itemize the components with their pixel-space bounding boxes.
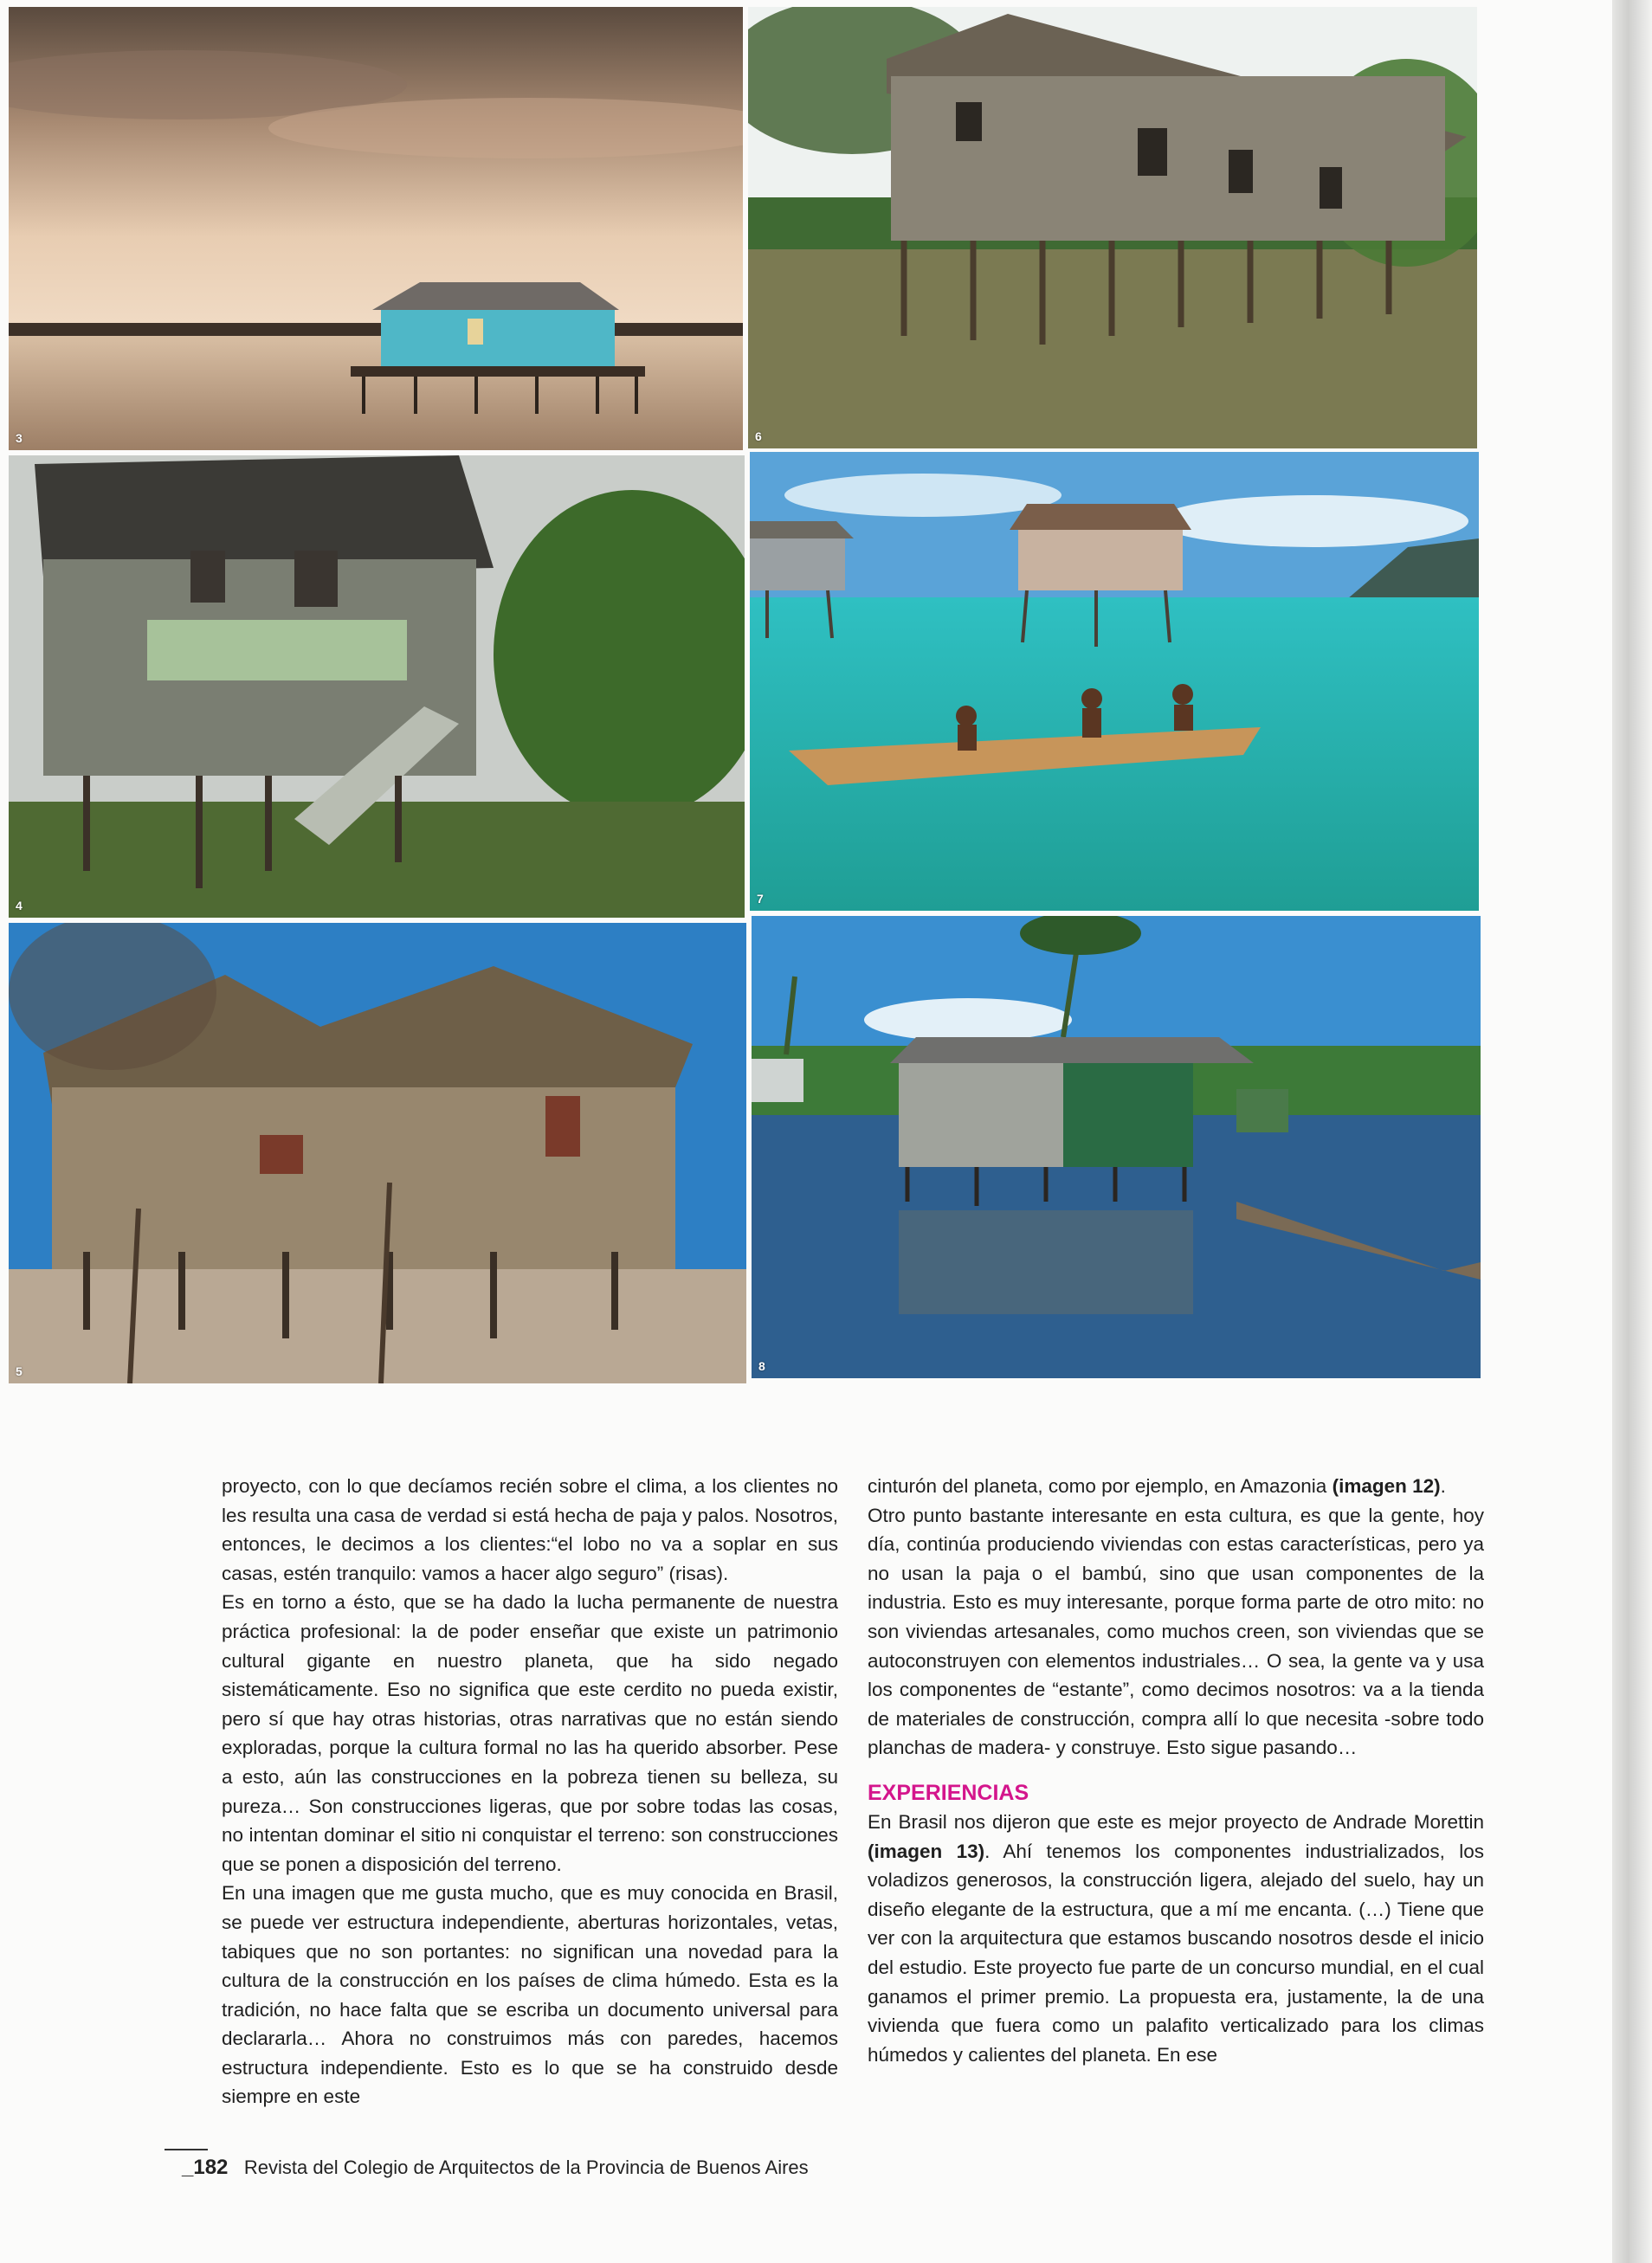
- photo-number: 5: [16, 1364, 23, 1378]
- image-reference: (imagen 13): [868, 1840, 985, 1862]
- paragraph: Es en torno a ésto, que se ha dado la lucha permanente de nuestra práctica profesional: la de poder enseñar que existe un patrimonio cultural gigante en nuestro planeta, que ha sido negado sistemáticamente. Eso no significa que este cerdito no pueda existir, pero sí que hay otras historias, otras narrativas que no están siendo exploradas, porque la cultura formal no las ha querido absorber. Pese a esto, aún las construcciones en la pobreza tienen su belleza, su pureza… Son construcciones ligeras, que por sobre todas las cosas, no intentan dominar el sitio ni conquistar el terreno: son construcciones que se ponen a disposición del terreno.: [222, 1591, 838, 1875]
- page-footer: [182, 2156, 809, 2180]
- photo-number: 7: [757, 892, 764, 906]
- photo-5: [9, 923, 746, 1383]
- image-reference: (imagen 12): [1332, 1475, 1441, 1497]
- section-heading: EXPERIENCIAS: [868, 1780, 1029, 1805]
- text-run: cinturón del planeta, como por ejemplo, en Amazonia: [868, 1475, 1333, 1497]
- book-spine-shadow: [1612, 0, 1652, 2263]
- paragraph: En una imagen que me gusta mucho, que es muy conocida en Brasil, se puede ver estructura independiente, aberturas horizontales, vetas, tabiques que no son portantes: no significan una novedad para la cultura de la construcción en los países de clima húmedo. Esta es la tradición, no hace falta que se escriba un documento universal para declararla… Ahora no construimos más con paredes, hacemos estructura independiente. Esto es lo que se ha construido desde siempre en este: [222, 1882, 838, 2108]
- photo-4: [9, 455, 745, 918]
- text-column-right: [868, 1472, 1484, 2069]
- photo-6: [748, 7, 1477, 448]
- text-column-left: [222, 1472, 838, 2111]
- paragraph: proyecto, con lo que decíamos recién sobre el clima, a los clientes no les resulta una casa de verdad si está hecha de paja y palos. Nosotros, entonces, le decimos a los clientes:“el lobo no va a soplar en sus casas, estén tranquilo: vamos a hacer algo seguro” (risas).: [222, 1475, 838, 1584]
- photo-3: [9, 7, 743, 450]
- photo-number: 8: [758, 1359, 765, 1373]
- photo-7: [750, 452, 1479, 911]
- paragraph: [868, 1472, 1484, 1501]
- text-run: En Brasil nos dijeron que este es mejor proyecto de Andrade Morettin: [868, 1810, 1484, 1833]
- page-number: _182: [182, 2156, 229, 2179]
- text-run: . Ahí tenemos los componentes industrializados, los voladizos generosos, la construcción ligera, alejado del suelo, hay un diseño elegante de la estructura, que a mí me encanta. (…) Tiene que ver con la arquitectura que estamos buscando nosotros desde el inicio del estudio. Este proyecto fue parte de un concurso mundial, en el cual ganamos el primer premio. La propuesta era, justamente, la de una vivienda que fuera como un palafito verticalizado para los climas húmedos y calientes del planeta. En ese: [868, 1840, 1484, 2066]
- photo-number: 3: [16, 431, 23, 445]
- paragraph: Otro punto bastante interesante en esta cultura, es que la gente, hoy día, continúa produciendo viviendas con estas características, pero ya no usan la paja o el bambú, sino que usan componentes de la industria. Esto es muy interesante, porque forma parte de otro mito: no son viviendas artesanales, como muchos creen, son viviendas que se autoconstruyen con elementos industriales… O sea, la gente va y usa los componentes de “estante”, como decimos nosotros: va a la tienda de materiales de construcción, compra allí lo que necesita -sobre todo planchas de madera- y construye. Esto sigue pasando…: [868, 1504, 1484, 1759]
- text-run: .: [1440, 1475, 1446, 1497]
- footer-rule: [165, 2149, 208, 2150]
- publication-name: Revista del Colegio de Arquitectos de la Provincia de Buenos Aires: [243, 2157, 809, 2178]
- photo-8: [752, 916, 1481, 1378]
- photo-number: 6: [755, 429, 762, 443]
- paragraph: [868, 1808, 1484, 2069]
- photo-number: 4: [16, 899, 23, 912]
